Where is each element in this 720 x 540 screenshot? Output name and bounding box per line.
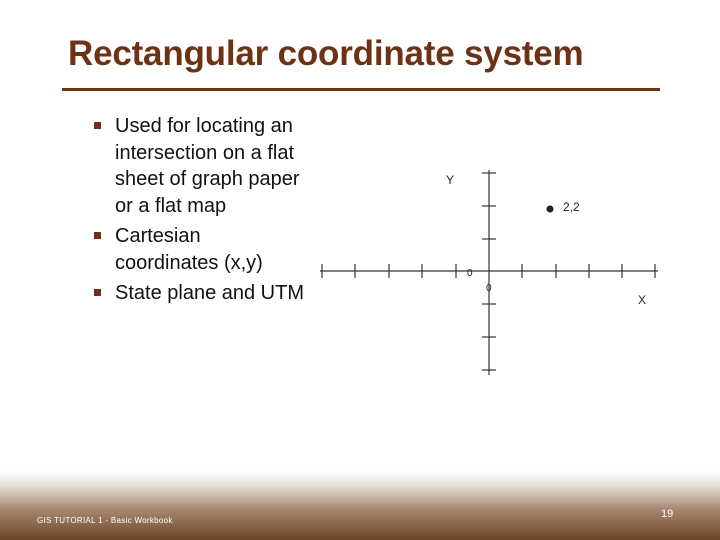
bullet-item <box>94 223 309 276</box>
slide-title: Rectangular coordinate system <box>68 34 584 73</box>
plotted-point <box>547 206 554 213</box>
point-label: 2,2 <box>563 200 580 214</box>
bullet-text: Used for locating an intersection on a flat sheet of graph paper or a flat map <box>115 115 300 217</box>
origin-label: 0 <box>467 268 473 279</box>
bullet-text: Cartesian coordinates (x,y) <box>115 225 263 274</box>
bullet-square-icon <box>94 289 101 296</box>
bullet-square-icon <box>94 122 101 129</box>
x-axis-label: X <box>638 293 647 307</box>
y-axis-label: Y <box>446 173 455 187</box>
title-underline <box>62 88 660 91</box>
bullet-item <box>94 113 309 219</box>
page-number: 19 <box>661 508 674 520</box>
bullet-text: State plane and UTM <box>115 282 304 304</box>
origin-label-below: 0 <box>486 283 492 294</box>
bullet-square-icon <box>94 232 101 239</box>
footer-text: GIS TUTORIAL 1 - Basic Workbook <box>37 516 173 525</box>
coordinate-graph <box>300 150 680 390</box>
footer-band <box>0 470 720 540</box>
bullet-item <box>94 280 309 307</box>
bullet-list <box>94 113 309 311</box>
